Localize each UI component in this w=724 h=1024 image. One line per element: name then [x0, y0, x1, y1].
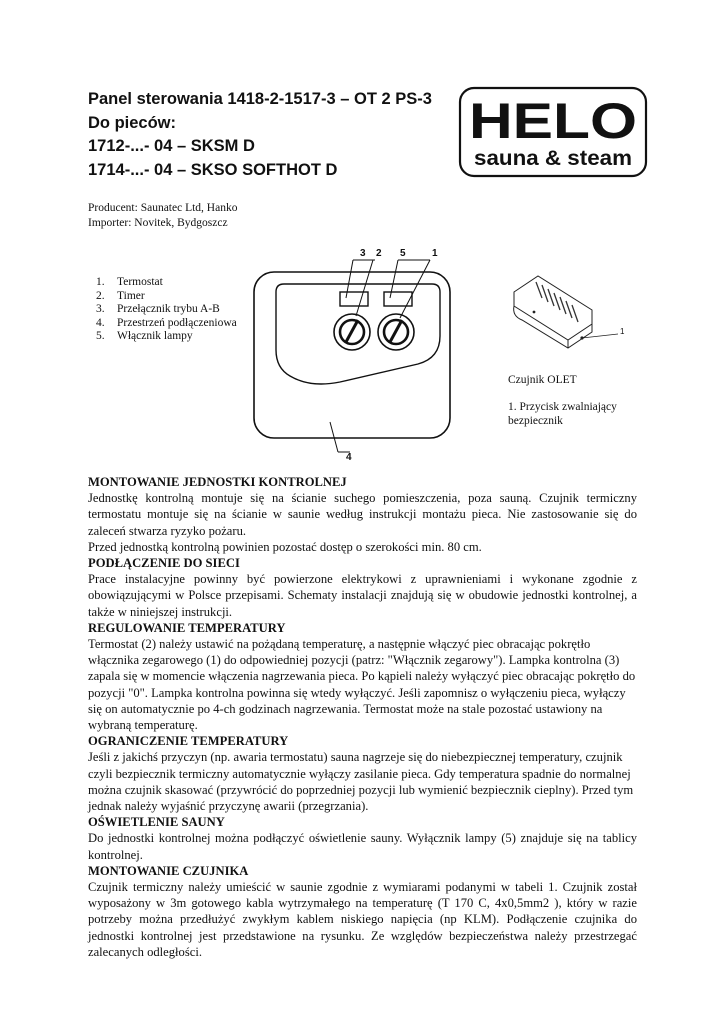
- section-paragraph: Czujnik termiczny należy umieścić w saunie zgodnie z wymiarami podanymi w tabeli 1. Czujnik został wyposażony w 3m gotowego kabla wytrzymałego na temperaturę (T 170 C, 4x0,5mm2 ), który w razie potrzeby można przedłużyć zwykłym kablem niskiego napięcia (np KLM). Podłączenie czujnika do jednostki kontrolnej jest przedstawione na rysunku. Ze względów bezpieczeństwa należy przestrzegać zalecanych odległości.: [88, 880, 637, 959]
- sensor-note: 1. Przycisk zwalniający bezpiecznik: [508, 401, 617, 427]
- helo-logo: [458, 86, 648, 178]
- logo-brand: HELO: [469, 93, 637, 149]
- section-paragraph: Jednostkę kontrolną montuje się na ścianie suchego pomieszczenia, poza sauną. Czujnik termiczny termostatu montuje się na ścianie w saunie według instrukcji montażu pieca. Nie zastosowanie się do zaleceń stwarza ryzyko pożaru.: [88, 491, 637, 538]
- section-paragraph: Przed jednostką kontrolną powinien pozostać dostęp o szerokości min. 80 cm.: [88, 539, 482, 554]
- document-body: [88, 474, 637, 960]
- title-line: Do pieców:: [88, 113, 177, 132]
- legend-item: 3. Przełącznik trybu A-B: [96, 303, 220, 315]
- indicator-lamp-3: [340, 292, 368, 306]
- section-paragraph: Prace instalacyjne powinny być powierzone elektrykowi z uprawnieniami i wykonane zgodnie z obowiązującymi w Polsce przepisami. Schematy instalacji znajdują się w obudowie jednostki kontrolnej, a także w niniejszej instrukcji.: [88, 572, 637, 619]
- title-line: 1714-...- 04 – SKSO SOFTHOT D: [88, 160, 338, 179]
- sensor-caption-block: [508, 373, 658, 441]
- producer-info: [88, 201, 237, 231]
- thermostat-knob-icon: [334, 314, 370, 350]
- callout-label: 2: [376, 248, 382, 259]
- legend-item: 1. Termostat: [96, 276, 163, 288]
- olet-sensor-diagram: [500, 262, 630, 362]
- callout-label: 3: [360, 248, 366, 259]
- producer-line: Producent: Saunatec Ltd, Hanko: [88, 202, 238, 214]
- section-heading: OŚWIETLENIE SAUNY: [88, 815, 225, 830]
- timer-knob-icon: [378, 314, 414, 350]
- section-paragraph: Do jednostki kontrolnej można podłączyć oświetlenie sauny. Wyłącznik lampy (5) znajduje się na tablicy kontrolnej.: [88, 831, 637, 862]
- section-heading: OGRANICZENIE TEMPERATURY: [88, 734, 289, 749]
- section-heading: REGULOWANIE TEMPERATURY: [88, 620, 286, 635]
- callout-label: 1: [432, 248, 438, 259]
- callout-label: 5: [400, 248, 406, 259]
- document-title: [88, 88, 458, 182]
- legend-item: 4. Przestrzeń podłączeniowa: [96, 316, 237, 329]
- sensor-caption: Czujnik OLET: [508, 374, 577, 386]
- control-panel-diagram: [250, 240, 470, 462]
- legend-item: 5. Włącznik lampy: [96, 330, 193, 342]
- section-paragraph: Jeśli z jakichś przyczyn (np. awaria termostatu) sauna nagrzeje się do niebezpiecznej temperatury, czujnik czyli bezpiecznik termiczny automatycznie wyłączy zasilanie pieca. Gdy temperatura spadnie do normalnej można czujnik skasować (przywrócić do poprzedniej pozycji lub wymienić bezpiecznik cieplny). Przed tym jednak należy wyjaśnić przyczynę awarii (przegrzania).: [88, 750, 634, 814]
- importer-line: Importer: Novitek, Bydgoszcz: [88, 217, 228, 229]
- logo-tagline: sauna & steam: [474, 147, 632, 170]
- sensor-callout: 1: [620, 327, 625, 336]
- component-legend: [88, 276, 238, 344]
- legend-item: 2. Timer: [96, 289, 145, 302]
- section-heading: MONTOWANIE CZUJNIKA: [88, 863, 249, 878]
- section-heading: MONTOWANIE JEDNOSTKI KONTROLNEJ: [88, 475, 347, 489]
- callout-label: 4: [346, 452, 352, 462]
- section-paragraph: Termostat (2) należy ustawić na pożądaną temperaturę, a następnie włączyć piec obracając pokrętło włącznika zegarowego (1) do odpowiedniej pozycji (patrz: "Włącznik zegarowy"). Lampka kontrolna (3) zapala się w momencie włączenia nagrzewania pieca. Po kąpieli należy wyłączyć piec obracając pokrętło do pozycji "0". Lampka kontrolna powinna się wtedy wyłączyć. Jeśli zapomnisz o wyłączeniu pieca, wyłączy się on automatycznie po 4-ch godzinach nagrzewania. Termostat może na stale pozostać ustawiony na wybraną temperaturę.: [88, 637, 636, 733]
- title-line: 1712-...- 04 – SKSM D: [88, 137, 255, 155]
- title-line: Panel sterowania 1418-2-1517-3 – OT 2 PS-3: [88, 90, 432, 108]
- section-heading: PODŁĄCZENIE DO SIECI: [88, 556, 240, 571]
